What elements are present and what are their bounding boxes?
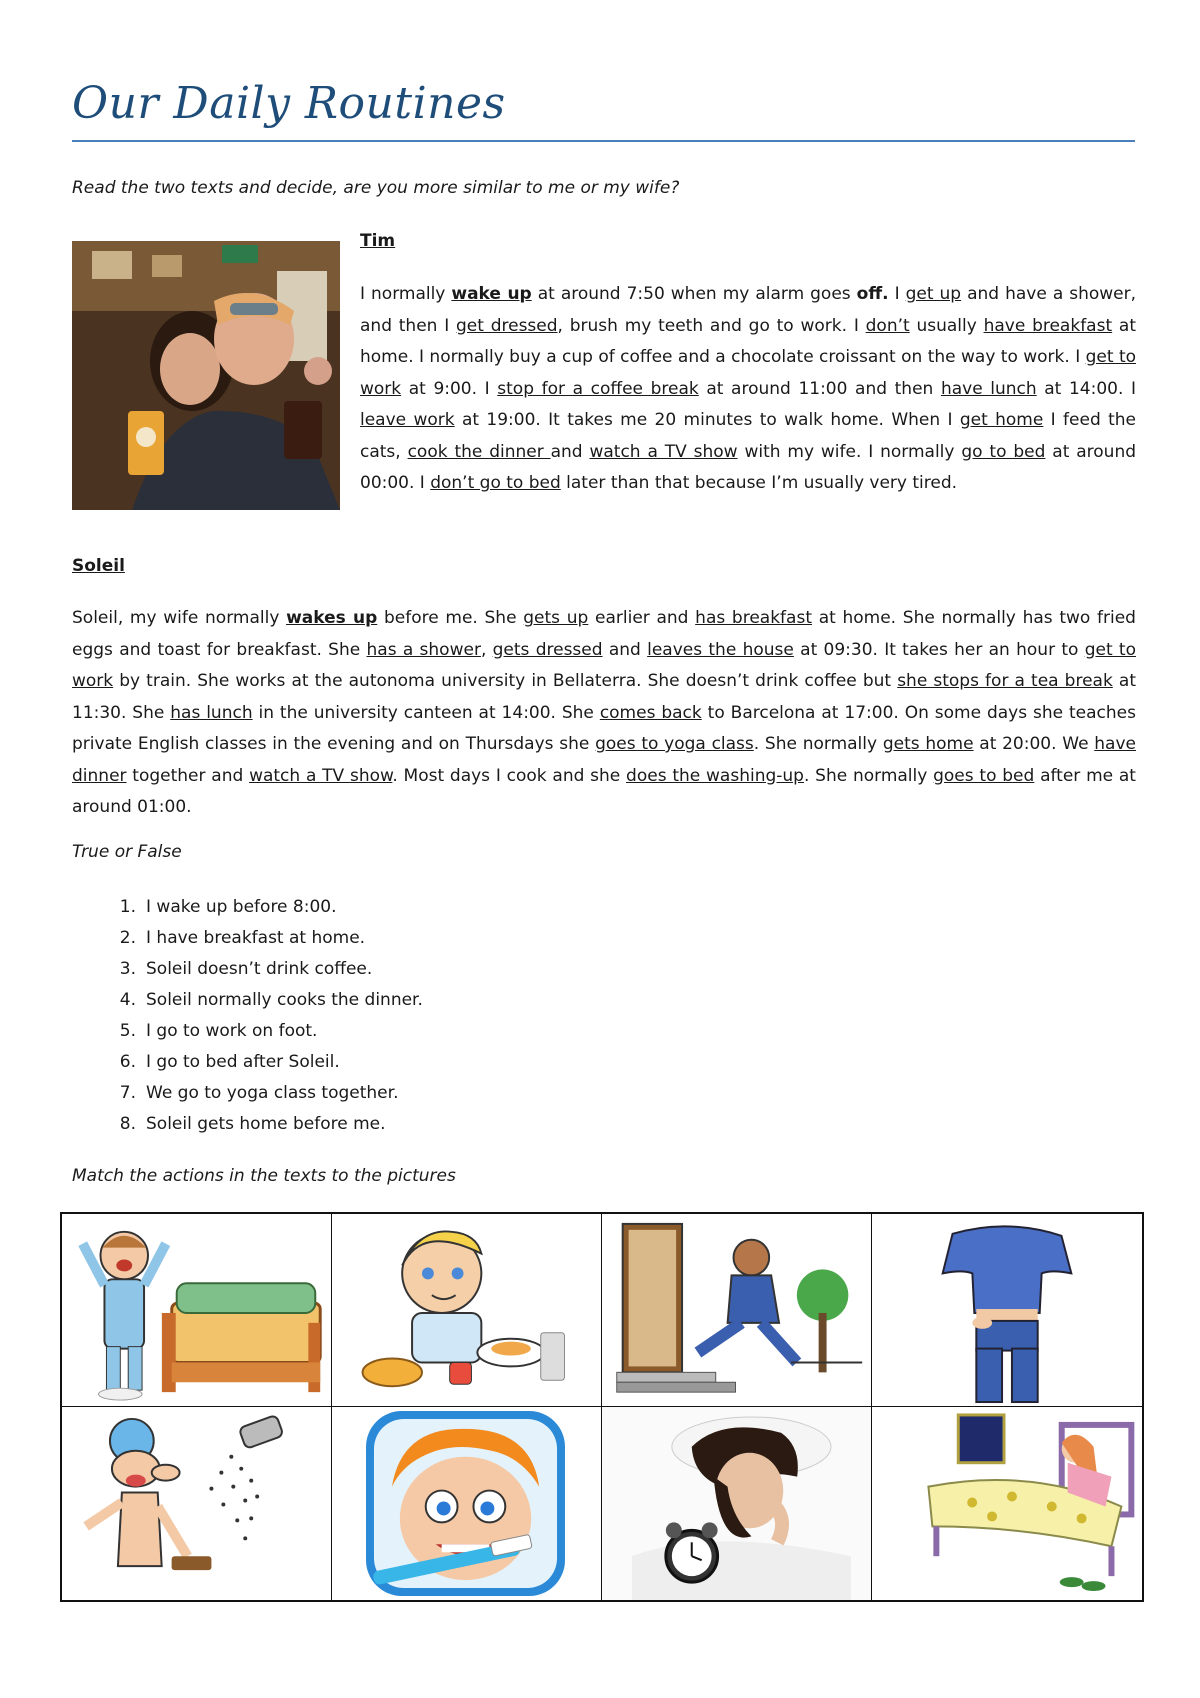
picture-cell xyxy=(602,1407,872,1600)
text-segment: after me at around 01:00. xyxy=(72,765,1136,817)
vocab-phrase: has a shower xyxy=(366,639,481,660)
soleil-paragraph xyxy=(72,603,1136,824)
vocab-phrase: gets dressed xyxy=(492,639,603,660)
picture-cell xyxy=(332,1214,602,1407)
item-number: 7. xyxy=(119,1083,136,1103)
vocab-phrase: don’t go to bed xyxy=(430,473,561,493)
vocab-phrase: have dinner xyxy=(72,734,1136,786)
text-segment: at 9:00. I xyxy=(401,378,498,399)
vocab-phrase: watch a TV show xyxy=(589,441,738,462)
going-to-bed-icon xyxy=(872,1407,1142,1600)
item-text: I wake up before 8:00. xyxy=(146,897,337,917)
vocab-phrase: get home xyxy=(959,410,1044,430)
vocab-phrase: leaves the house xyxy=(647,639,794,660)
picture-cell xyxy=(62,1407,332,1600)
vocab-phrase: get dressed xyxy=(456,315,558,336)
vocab-phrase: comes back xyxy=(599,702,702,723)
page-title: Our Daily Routines xyxy=(72,78,506,129)
vocab-phrase: watch a TV show xyxy=(249,765,393,786)
vocab-phrase: cook the dinner xyxy=(407,441,551,462)
title-underline xyxy=(72,140,1135,142)
leaving-house-icon xyxy=(602,1214,871,1406)
brushing-teeth-icon xyxy=(332,1407,601,1600)
item-number: 3. xyxy=(119,959,136,979)
tim-paragraph xyxy=(360,279,1136,500)
text-segment: in the university canteen at 14:00. She xyxy=(252,702,600,723)
vocab-phrase: go to bed xyxy=(961,441,1046,462)
vocab-phrase: get up xyxy=(905,284,962,304)
item-text: We go to yoga class together. xyxy=(146,1083,399,1103)
text-segment: later than that because I’m usually very tired. xyxy=(560,473,958,493)
text-segment: Soleil, my wife normally xyxy=(72,608,287,628)
text-segment: at around 7:50 when my alarm goes xyxy=(531,284,857,304)
waking-up-icon xyxy=(62,1214,331,1406)
vocab-phrase: wakes up xyxy=(286,608,378,628)
item-text: I have breakfast at home. xyxy=(146,928,366,948)
vocab-phrase: stop for a coffee break xyxy=(497,378,699,399)
text-segment: . She normally xyxy=(753,734,883,754)
text-segment: at home. I normally buy a cup of coffee and a chocolate croissant on the way to work. I xyxy=(360,315,1136,367)
picture-cell xyxy=(872,1214,1142,1407)
text-segment: I feed the cats, xyxy=(360,410,1136,462)
vocab-phrase: have breakfast xyxy=(983,315,1113,336)
couple-photo xyxy=(72,241,340,510)
text-segment: usually xyxy=(909,315,984,336)
text-segment: . Most days I cook and she xyxy=(392,765,627,786)
vocab-phrase: get to work xyxy=(360,347,1137,399)
text-segment: at 19:00. It takes me 20 minutes to walk home. When I xyxy=(454,410,960,430)
alarm-clock-icon xyxy=(602,1407,871,1600)
vocab-phrase: don’t xyxy=(865,315,910,336)
match-title: Match the actions in the texts to the pictures xyxy=(72,1166,456,1186)
tim-heading: Tim xyxy=(360,231,396,251)
vocab-phrase: she stops for a tea break xyxy=(897,671,1113,691)
vocab-phrase: gets home xyxy=(882,734,974,754)
true-false-title: True or False xyxy=(72,842,182,862)
vocab-phrase: leave work xyxy=(360,410,455,430)
picture-grid xyxy=(60,1212,1144,1602)
breakfast-icon xyxy=(332,1214,601,1406)
text-segment: at 14:00. I xyxy=(1036,378,1136,399)
item-text: Soleil normally cooks the dinner. xyxy=(146,990,423,1010)
item-text: I go to work on foot. xyxy=(146,1021,318,1041)
item-number: 6. xyxy=(119,1052,136,1072)
text-segment: off. xyxy=(856,284,889,304)
vocab-phrase: have lunch xyxy=(940,378,1037,399)
text-segment: . She normally xyxy=(803,765,934,786)
vocab-phrase: gets up xyxy=(523,608,589,628)
text-segment: earlier and xyxy=(588,608,696,628)
item-number: 8. xyxy=(119,1114,136,1134)
getting-dressed-icon xyxy=(872,1214,1142,1406)
vocab-phrase: wake up xyxy=(451,284,532,304)
picture-cell xyxy=(872,1407,1142,1600)
text-segment: I xyxy=(888,284,906,304)
text-segment: I normally xyxy=(360,284,452,304)
shower-icon xyxy=(62,1407,331,1600)
text-segment: , xyxy=(480,639,493,660)
vocab-phrase: has breakfast xyxy=(695,608,812,628)
text-segment: and xyxy=(550,441,590,462)
text-segment: to Barcelona at 17:00. On some days she teaches private English classes in the evening and on Thursdays she xyxy=(72,702,1136,754)
text-segment: with my wife. I normally xyxy=(737,441,962,462)
text-segment: at home. She normally has two fried eggs and toast for breakfast. She xyxy=(72,608,1136,660)
text-segment: at 11:30. She xyxy=(72,671,1136,723)
text-segment: at around 11:00 and then xyxy=(698,378,941,399)
vocab-phrase: goes to bed xyxy=(933,765,1035,786)
item-number: 1. xyxy=(119,897,136,917)
vocab-phrase: has lunch xyxy=(170,702,253,723)
text-segment: before me. She xyxy=(377,608,524,628)
vocab-phrase: get to work xyxy=(72,639,1136,691)
item-number: 2. xyxy=(119,928,136,948)
item-number: 4. xyxy=(119,990,136,1010)
item-text: I go to bed after Soleil. xyxy=(146,1052,340,1072)
item-text: Soleil doesn’t drink coffee. xyxy=(146,959,373,979)
picture-cell xyxy=(602,1214,872,1407)
text-segment: at around 00:00. I xyxy=(360,441,1137,493)
text-segment: at 20:00. We xyxy=(973,734,1095,754)
text-segment: together and xyxy=(126,765,250,786)
text-segment: at 09:30. It takes her an hour to xyxy=(793,639,1085,660)
vocab-phrase: does the washing-up xyxy=(626,765,804,786)
soleil-heading: Soleil xyxy=(72,556,125,576)
vocab-phrase: goes to yoga class xyxy=(595,734,754,754)
intro-instruction: Read the two texts and decide, are you more similar to me or my wife? xyxy=(72,178,680,198)
picture-cell xyxy=(62,1214,332,1407)
text-segment: and have a shower, and then I xyxy=(360,284,1137,336)
item-number: 5. xyxy=(119,1021,136,1041)
picture-cell xyxy=(332,1407,602,1600)
item-text: Soleil gets home before me. xyxy=(146,1114,386,1134)
text-segment: and xyxy=(602,639,648,660)
text-segment: by train. She works at the autonoma university in Bellaterra. She doesn’t drink coffee but xyxy=(113,671,898,691)
text-segment: , brush my teeth and go to work. I xyxy=(557,315,866,336)
